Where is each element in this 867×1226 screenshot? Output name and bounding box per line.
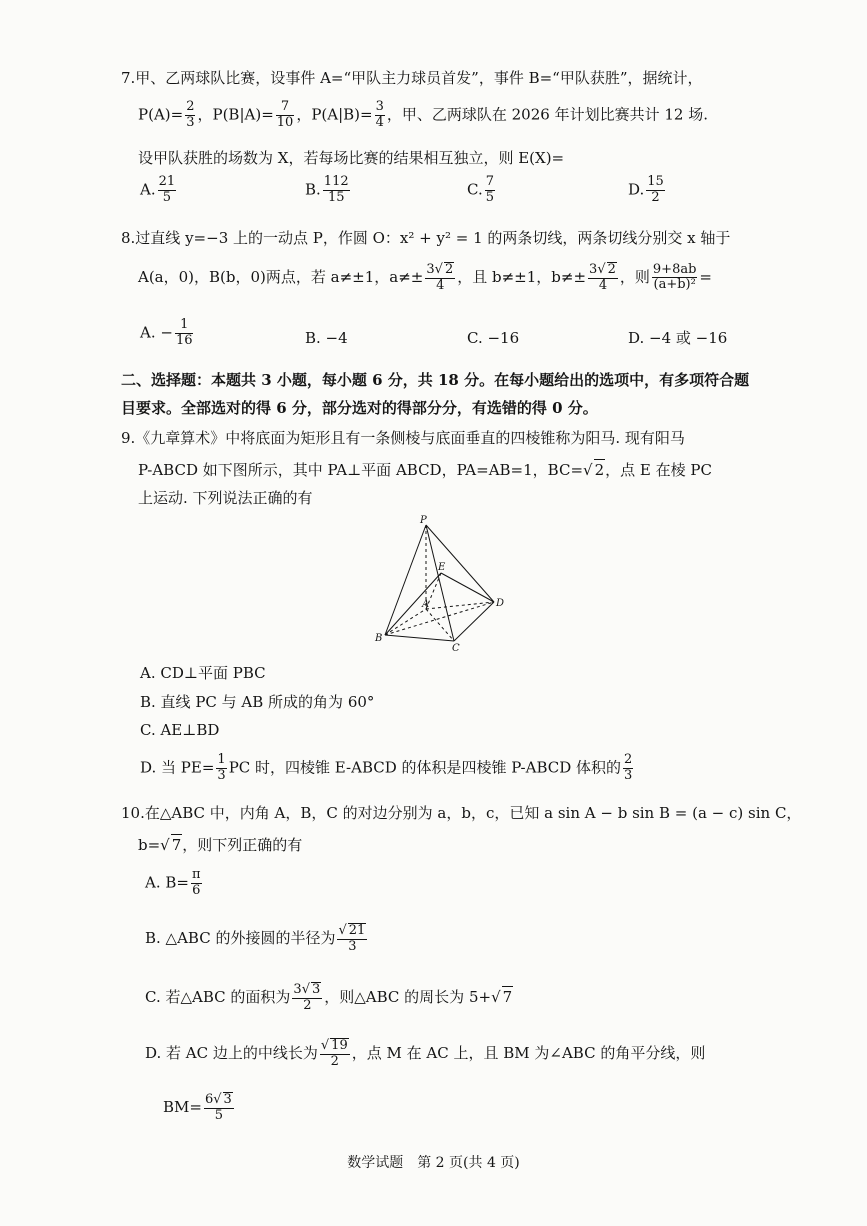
edge-PC: [426, 525, 454, 641]
q8-option-c: C. −16: [467, 329, 520, 347]
q8-option-d: D. −4 或 −16: [628, 329, 728, 347]
fraction: $\frac{3√ 2}{4}$: [589, 262, 616, 293]
label-B: B: [375, 633, 383, 644]
q8-option-a: A. − $\frac{1}{16}$: [140, 317, 193, 348]
fraction: $\frac{9+8ab}{\text{(a+b)²}}$: [652, 261, 697, 293]
edge-PB: [385, 525, 426, 635]
q10-line2: b=√ 7，则下列正确的有: [138, 836, 303, 854]
fraction: $\frac{3}{4}$: [375, 99, 384, 130]
fraction: $\frac{2}{3}$: [186, 99, 195, 130]
q7-option-d: D. $\frac{15}{2}$: [628, 174, 664, 205]
q10-option-b: B. △ABC 的外接圆的半径为 $\frac{√ 21}{3}$: [145, 923, 366, 954]
q9-option-a: A. CD⊥平面 PBC: [140, 664, 266, 682]
label-C: C: [452, 643, 460, 653]
edge-BC: [385, 635, 454, 641]
q9-line3: 上运动. 下列说法正确的有: [138, 489, 313, 507]
fraction: $\frac{3√ 2}{4}$: [426, 262, 454, 293]
q9-option-b: B. 直线 PC 与 AB 所成的角为 60°: [140, 693, 375, 711]
label-P: P: [420, 515, 427, 526]
q9-line2: P-ABCD 如下图所示，其中 PA⊥平面 ABCD，PA=AB=1，BC=√ 2，点 E 在棱 PC: [138, 461, 712, 479]
q8-option-b: B. −4: [305, 329, 348, 347]
section2-line1: 二、选择题：本题共 3 小题，每小题 6 分，共 18 分。在每小题给出的选项中，有多项符合题: [121, 371, 750, 389]
q8-line2: A(a，0)，B(b，0)两点，若 a≠±1，a≠± $\frac{3√ 2}{4}$ ，且 b≠±1，b≠± $\frac{3√ 2}{4}$ ，则 $\frac{9+8ab}{\text{(a+b)²}}$ =: [138, 261, 712, 293]
edge-PD: [426, 525, 494, 602]
page-footer: 数学试题 第 2 页(共 4 页): [347, 1155, 520, 1171]
q10-option-d-answer: BM= $\frac{6√ 3}{5}$: [163, 1092, 232, 1123]
q7-option-b: B. $\frac{112}{15}$: [305, 174, 349, 205]
segment-EB: [385, 573, 441, 635]
q10-line1: 10.在△ABC 中，内角 A，B，C 的对边分别为 a，b，c，已知 a sin A − b sin B = (a − c) sin C，: [121, 804, 802, 822]
label-A: A: [422, 599, 430, 610]
fraction: $\frac{7}{10}$: [276, 99, 294, 130]
q9-option-c: C. AE⊥BD: [140, 721, 220, 739]
q10-option-a: A. B= $\frac{\pi}{6}$: [145, 867, 201, 898]
q10-option-c: C. 若△ABC 的面积为 $\frac{3√ 3}{2}$ ，则△ABC 的周长为 5+√ 7: [145, 982, 513, 1013]
segment-ED: [441, 573, 494, 602]
q7-option-c: C. $\frac{7}{5}$: [467, 174, 494, 205]
pyramid-figure: [370, 513, 520, 653]
label-E: E: [438, 562, 446, 573]
section2-line2: 目要求。全部选对的得 6 分，部分选对的得部分分，有选错的得 0 分。: [121, 399, 598, 417]
q9-line1: 9.《九章算术》中将底面为矩形且有一条侧棱与底面垂直的四棱锥称为阳马. 现有阳马: [121, 429, 685, 447]
label-D: D: [496, 598, 505, 609]
q10-option-d: D. 若 AC 边上的中线长为 $\frac{√ 19}{2}$ ，点 M 在 AC 上，且 BM 为∠ABC 的角平分线，则: [145, 1038, 706, 1069]
q7-line1: 7.甲、乙两球队比赛，设事件 A=“甲队主力球员首发”，事件 B=“甲队获胜”，据统计，: [121, 69, 703, 87]
edge-CD: [454, 602, 494, 641]
q7-line3: 设甲队获胜的场数为 X，若每场比赛的结果相互独立，则 E(X)=: [138, 149, 565, 167]
q8-line1: 8.过直线 y=−3 上的一动点 P，作圆 O：x² + y² = 1 的两条切线，两条切线分别交 x 轴于: [121, 229, 731, 247]
q7-option-a: A. $\frac{21}{5}$: [140, 174, 176, 205]
q7-line2: P(A)= $\frac{2}{3}$ ，P(B|A)= $\frac{7}{10}$ ，P(A|B)= $\frac{3}{4}$ ，甲、乙两球队在 2026 年计划比赛共计 12 场.: [138, 99, 708, 130]
q9-option-d: D. 当 PE= $\frac{1}{3}$ PC 时，四棱锥 E-ABCD 的体积是四棱锥 P-ABCD 体积的 $\frac{2}{3}$: [140, 752, 633, 783]
